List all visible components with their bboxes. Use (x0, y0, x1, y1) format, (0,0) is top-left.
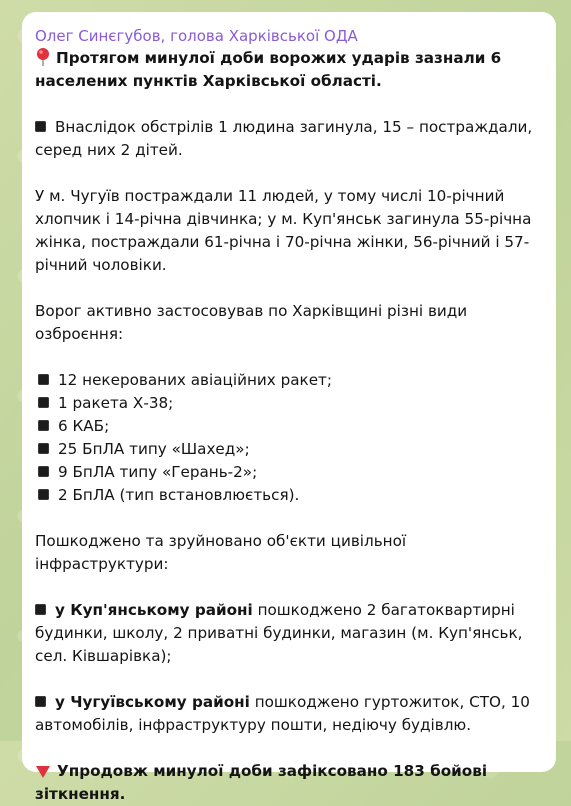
kupiansk-paragraph (35, 599, 542, 668)
casualties-paragraph (35, 116, 542, 162)
black-square-icon (35, 696, 46, 707)
chuhuiv-paragraph (35, 691, 542, 737)
chuhuiv-text: пошкоджено гуртожиток, СТО, 10 автомобілів, інфраструктуру пошти, недіючу будівлю. (35, 693, 530, 734)
red-triangle-down-icon (35, 763, 51, 777)
black-square-icon (38, 466, 49, 477)
round-pushpin-icon (35, 47, 51, 67)
weapons-list (35, 369, 542, 507)
black-square-icon (38, 397, 49, 408)
chuhuiv-district: у Чугуївському районі (55, 693, 250, 711)
clashes-paragraph (35, 760, 542, 806)
damage-intro: Пошкоджено та зруйновано об'єкти цивільної інфраструктури: (35, 532, 407, 573)
list-item: 12 некерованих авіаційних ракет; (35, 369, 542, 392)
black-square-icon (38, 489, 49, 500)
black-square-icon (38, 443, 49, 454)
clashes-text: Упродовж минулої доби зафіксовано 183 бойові зіткнення. (35, 762, 488, 803)
details-paragraph: У м. Чугуїв постраждали 11 людей, у тому числі 10-річний хлопчик і 14-річна дівчинка; у м. Куп'янськ загинула 55-річна жінка, постраждали 61-річна і 70-річна жінки, 56-річний і 57-річний чоловіки. (35, 187, 532, 274)
list-item: 2 БпЛА (тип встановлюється). (35, 484, 542, 507)
casualties-text: Внаслідок обстрілів 1 людина загинула, 15 – постраждали, серед них 2 дітей. (35, 118, 533, 159)
list-item: 25 БпЛА типу «Шахед»; (35, 438, 542, 461)
black-square-icon (38, 420, 49, 431)
headline (35, 47, 542, 93)
black-square-icon (35, 604, 46, 615)
list-item: 6 КАБ; (35, 415, 542, 438)
headline-text: Протягом минулої доби ворожих ударів зазнали 6 населених пунктів Харківської області. (35, 49, 502, 90)
list-item: 1 ракета Х-38; (35, 392, 542, 415)
kupiansk-district: у Куп'янському районі (55, 601, 253, 619)
message-text (35, 47, 542, 806)
list-item: 9 БпЛА типу «Герань-2»; (35, 461, 542, 484)
message-bubble (22, 12, 556, 803)
black-square-icon (35, 121, 46, 132)
weapons-intro: Ворог активно застосовував по Харківщині різні види озброєння: (35, 302, 468, 343)
black-square-icon (38, 374, 49, 385)
sender-name[interactable]: Олег Синєгубов, голова Харківської ОДА (35, 27, 358, 45)
kupiansk-text: пошкоджено 2 багатоквартирні будинки, школу, 2 приватні будинки, магазин (м. Куп'янськ, сел. Ківшарівка); (35, 601, 523, 665)
